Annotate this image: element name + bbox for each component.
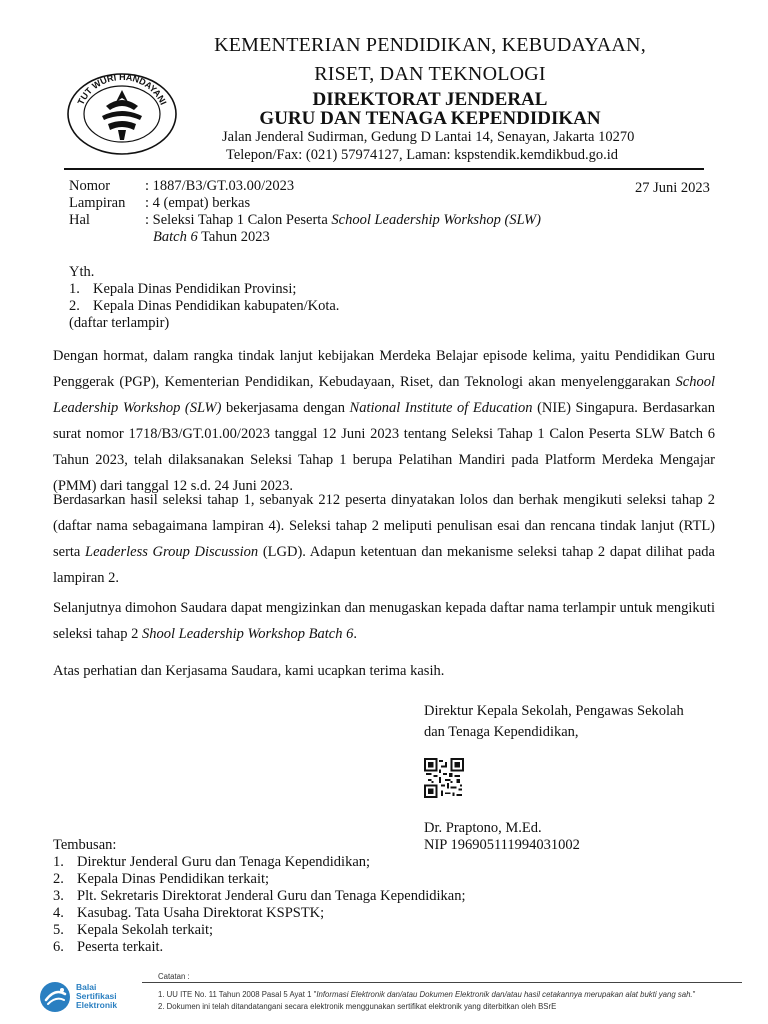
tembusan-item: Kasubag. Tata Usaha Direktorat KSPSTK;	[77, 905, 325, 921]
signer-title-2: dan Tenaga Kependidikan,	[424, 724, 579, 740]
body-paragraph-3: Selanjutnya dimohon Saudara dapat mengizinkan dan menugaskan kepada daftar nama terlampir untuk mengikuti seleksi tahap 2 Shool Leadership Workshop Batch 6.	[53, 600, 715, 642]
letterhead-rule	[64, 168, 704, 170]
address: Jalan Jenderal Sudirman, Gedung D Lantai 14, Senayan, Jakarta 10270	[222, 129, 635, 145]
hal-value-line-2: Batch 6 Tahun 2023	[153, 229, 270, 245]
nomor-label: Nomor	[69, 178, 111, 194]
recipient-1: Kepala Dinas Pendidikan Provinsi;	[93, 281, 297, 297]
tembusan-item-num: 5.	[53, 922, 64, 938]
directorate-line-2: GURU DAN TENAGA KEPENDIDIKAN	[259, 108, 601, 129]
body-paragraph-1: Dengan hormat, dalam rangka tindak lanjut kebijakan Merdeka Belajar episode kelima, yaitu Pendidikan Guru Penggerak (PGP), Kementerian Pendidikan, Kebudayaan, Riset, dan Teknologi akan menyelenggarakan School Leadership Workshop (SLW) bekerjasama dengan National Institute of Education (NIE) Singapura. Berdasarkan surat nomor 1718/B3/GT.01.00/2023 tanggal 12 Juni 2023 tentang Seleksi Tahap 1 Calon Peserta SLW Batch 6 Tahun 2023, telah dilaksanakan Seleksi Tahap 1 berupa Pelatihan Mandiri pada Platform Merdeka Mengajar (PMM) dari tanggal 12 s.d. 24 Juni 2023.	[53, 348, 715, 494]
bsre-name-line-2: Sertifikasi	[76, 991, 117, 1001]
footer-note-1: 1. UU ITE No. 11 Tahun 2008 Pasal 5 Ayat 1 "Informasi Elektronik dan/atau Dokumen Elektronik dan/atau hasil cetakannya merupakan alat bukti yang sah."	[158, 990, 696, 999]
bsre-name-line-3: Elektronik	[76, 1000, 118, 1010]
tembusan-item-num: 3.	[53, 888, 64, 904]
qr-code-icon	[424, 758, 464, 798]
tembusan-item-num: 1.	[53, 854, 64, 870]
tembusan-label: Tembusan:	[53, 837, 117, 853]
signer-name: Dr. Praptono, M.Ed.	[424, 820, 542, 836]
nomor-value: : 1887/B3/GT.03.00/2023	[145, 178, 295, 194]
tembusan-item: Peserta terkait.	[77, 939, 164, 955]
hal-value: : Seleksi Tahap 1 Calon Peserta School Leadership Workshop (SLW)	[145, 212, 541, 228]
signer-title-1: Direktur Kepala Sekolah, Pengawas Sekolah	[424, 703, 684, 719]
footer-rule	[142, 982, 742, 983]
ministry-line-1: KEMENTERIAN PENDIDIKAN, KEBUDAYAAN,	[214, 34, 646, 56]
contact: Telepon/Fax: (021) 57974127, Laman: kspstendik.kemdikbud.go.id	[226, 147, 619, 163]
tembusan-item: Direktur Jenderal Guru dan Tenaga Kependidikan;	[77, 854, 371, 870]
footer-note-2: 2. Dokumen ini telah ditandatangani secara elektronik menggunakan sertifikat elektronik yang diterbitkan oleh BSrE	[158, 1002, 557, 1011]
recipient-1-num: 1.	[69, 281, 80, 297]
tembusan-item: Kepala Dinas Pendidikan terkait;	[77, 871, 270, 887]
recipient-2: Kepala Dinas Pendidikan kabupaten/Kota.	[93, 298, 340, 314]
bsre-logo-icon	[38, 980, 72, 1014]
logo-text: TUT WURI HANDAYANI	[75, 71, 169, 107]
bsre-name-line-1: Balai	[76, 982, 97, 992]
closing-line: Atas perhatian dan Kerjasama Saudara, kami ucapkan terima kasih.	[53, 663, 445, 679]
tembusan-item-num: 2.	[53, 871, 64, 887]
hal-label: Hal	[69, 212, 90, 228]
footer-catatan: Catatan :	[158, 972, 190, 981]
tembusan-item-num: 4.	[53, 905, 64, 921]
tembusan-item: Kepala Sekolah terkait;	[77, 922, 214, 938]
recipient-2-num: 2.	[69, 298, 80, 314]
lampiran-label: Lampiran	[69, 195, 126, 211]
tembusan-item-num: 6.	[53, 939, 64, 955]
recipients-note: (daftar terlampir)	[69, 315, 170, 331]
body-paragraph-2: Berdasarkan hasil seleksi tahap 1, sebanyak 212 peserta dinyatakan lolos dan berhak mengikuti seleksi tahap 2 (daftar nama sebagaimana lampiran 4). Seleksi tahap 2 meliputi penulisan esai dan rencana tindak lanjut (RTL) serta Leaderless Group Discussion (LGD). Adapun ketentuan dan mekanisme seleksi tahap 2 dapat dilihat pada lampiran 2.	[53, 492, 715, 586]
lampiran-value: : 4 (empat) berkas	[145, 195, 251, 211]
ministry-line-2: RISET, DAN TEKNOLOGI	[314, 63, 546, 85]
tembusan-item: Plt. Sekretaris Direktorat Jenderal Guru dan Tenaga Kependidikan;	[77, 888, 466, 904]
directorate-line-1: DIREKTORAT JENDERAL	[312, 89, 548, 110]
signer-nip: NIP 196905111994031002	[424, 837, 580, 853]
letter-date: 27 Juni 2023	[635, 180, 710, 196]
salutation: Yth.	[69, 264, 95, 280]
